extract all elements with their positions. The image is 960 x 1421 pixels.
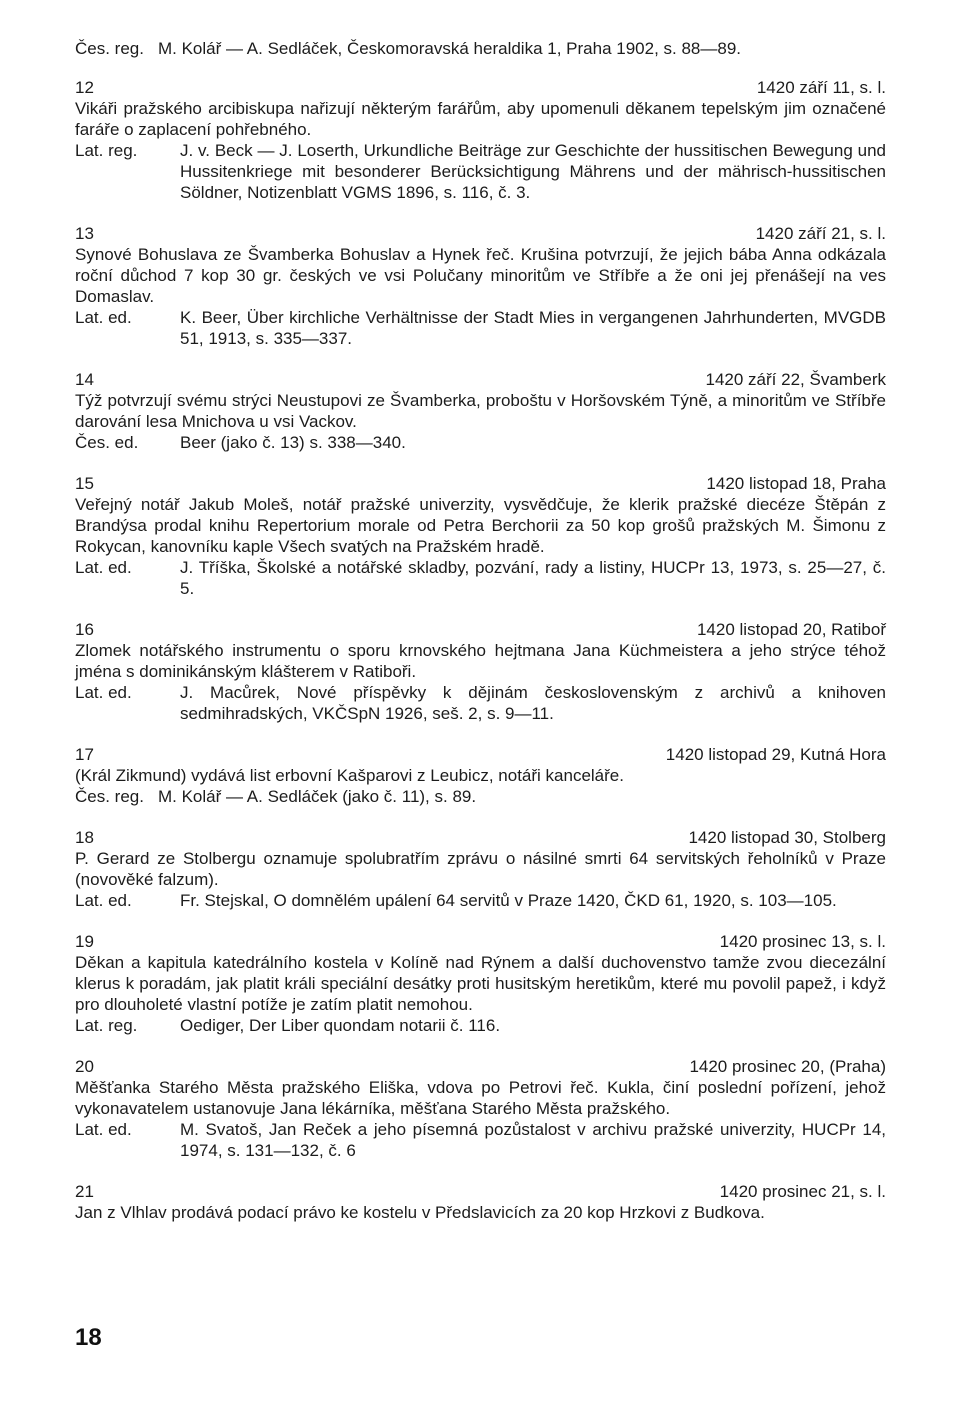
entry-13 xyxy=(75,223,886,349)
entry-header xyxy=(75,369,886,390)
entry-12 xyxy=(75,77,886,203)
citation-text: J. Macůrek, Nové příspěvky k dějinám československým z archivů a knihoven sedmihradských, VKČSpN 1926, seš. 2, s. 9—11. xyxy=(180,683,886,723)
entry-date: 1420 prosinec 20, (Praha) xyxy=(689,1057,886,1076)
citation-label: Čes. reg. xyxy=(75,787,144,806)
entry-header xyxy=(75,1056,886,1077)
entry-text: (Král Zikmund) vydává list erbovní Kašparovi z Leubicz, notáři kanceláře. xyxy=(75,766,624,785)
entry-text: Zlomek notářského instrumentu o sporu krnovského hejtmana Jana Küchmeistera a jeho strýce téhož jména s dominikánským klášterem v Ratiboři. xyxy=(75,641,886,681)
entry-date: 1420 září 22, Švamberk xyxy=(705,370,886,389)
entry-text: Vikáři pražského arcibiskupa nařizují některým farářům, aby upomenuli děkanem tepelským jim označené faráře o zaplacení pohřebného. xyxy=(75,99,886,139)
entry-date: 1420 listopad 29, Kutná Hora xyxy=(665,745,886,764)
entry-text: Měšťanka Starého Města pražského Eliška, vdova po Petrovi řeč. Kukla, činí poslední pořízení, jehož vykonavatelem ustanovuje Jana lékárníka, měšťana Starého Města pražského. xyxy=(75,1078,886,1118)
entry-15 xyxy=(75,473,886,599)
citation-label: Lat. reg. xyxy=(75,1016,138,1035)
citation-text: M. Kolář — A. Sedláček, Českomoravská heraldika 1, Praha 1902, s. 88—89. xyxy=(157,39,741,58)
entry-number: 16 xyxy=(75,620,94,639)
entry-citation xyxy=(75,557,886,599)
entry-date: 1420 listopad 18, Praha xyxy=(706,474,886,493)
citation-label: Lat. ed. xyxy=(75,308,132,327)
entry-number: 13 xyxy=(75,224,94,243)
entry-date: 1420 prosinec 21, s. l. xyxy=(719,1182,886,1201)
entry-text: Veřejný notář Jakub Moleš, notář pražské univerzity, vysvědčuje, že klerik pražské diecéze Štěpán z Brandýsa prodal knihu Repertorium morale od Petra Berchorii za 50 kop grošů pražských M. Šimonu z Rokycan, kanovníku kaple Všech svatých na Pražském hradě. xyxy=(75,495,886,556)
entry-header xyxy=(75,77,886,98)
entry-number: 15 xyxy=(75,474,94,493)
entry-header xyxy=(75,223,886,244)
citation-text: M. Svatoš, Jan Reček a jeho písemná pozůstalost v archivu pražské univerzity, HUCPr 14, 1974, s. 131—132, č. 6 xyxy=(180,1120,886,1160)
citation-label: Čes. reg. xyxy=(75,39,144,58)
entry-18 xyxy=(75,827,886,911)
entry-text: Synové Bohuslava ze Švamberka Bohuslav a Hynek řeč. Krušina potvrzují, že jejich bába Anna odkázala roční důchod 7 kop 30 gr. českých ve vsi Polučany minoritům ve Stříbře a že oni jej přenášejí na ves Domaslav. xyxy=(75,245,886,306)
citation-text: Fr. Stejskal, O domnělém upálení 64 servitů v Praze 1420, ČKD 61, 1920, s. 103—105. xyxy=(180,891,837,910)
entry-number: 14 xyxy=(75,370,94,389)
entry-text: Děkan a kapitula katedrálního kostela v Kolíně nad Rýnem a další duchovenstvo tamže zvou diecezální klerus k poradám, jak platit králi speciální desátky proti husitským heretikům, které mu povolil papež, i když pro dlouholeté vlastní potíže je zatím platit nemohou. xyxy=(75,953,886,1014)
entry-header xyxy=(75,931,886,952)
entry-citation xyxy=(75,890,886,911)
citation-label: Lat. ed. xyxy=(75,558,132,577)
entry-header xyxy=(75,473,886,494)
entry-text: Jan z Vlhlav prodává podací právo ke kostelu v Předslavicích za 20 kop Hrzkovi z Budkova. xyxy=(75,1203,765,1222)
citation-label: Lat. ed. xyxy=(75,891,132,910)
entry-number: 18 xyxy=(75,828,94,847)
entry-number: 17 xyxy=(75,745,94,764)
entry-17 xyxy=(75,744,886,807)
citation-text: Beer (jako č. 13) s. 338—340. xyxy=(180,433,406,452)
citation-label: Čes. ed. xyxy=(75,433,139,452)
entry-number: 12 xyxy=(75,78,94,97)
entry-14 xyxy=(75,369,886,453)
entry-text: P. Gerard ze Stolbergu oznamuje spolubratřím zprávu o násilné smrti 64 servitských řeholníků v Praze (novověké falzum). xyxy=(75,849,886,889)
citation-text: J. v. Beck — J. Loserth, Urkundliche Beiträge zur Geschichte der hussitischen Bewegung und Hussitenkriege mit besonderer Berücksichtigung Mährens und der mährisch-hussitischen Söldner, Notizenblatt VGMS 1896, s. 116, č. 3. xyxy=(180,141,886,202)
top-citation xyxy=(75,38,886,59)
citation-text: K. Beer, Über kirchliche Verhältnisse der Stadt Mies in vergangenen Jahrhunderten, MVGDB 51, 1913, s. 335—337. xyxy=(180,308,886,348)
citation-label: Lat. ed. xyxy=(75,1120,132,1139)
entry-16 xyxy=(75,619,886,724)
entry-date: 1420 listopad 30, Stolberg xyxy=(688,828,886,847)
entry-header xyxy=(75,827,886,848)
citation-text: M. Kolář — A. Sedláček (jako č. 11), s. 89. xyxy=(157,787,477,806)
entry-header xyxy=(75,1181,886,1202)
entry-citation xyxy=(75,140,886,203)
citation-text: J. Tříška, Školské a notářské skladby, pozvání, rady a listiny, HUCPr 13, 1973, s. 25—27, č. 5. xyxy=(180,558,886,598)
entry-19 xyxy=(75,931,886,1036)
entry-number: 20 xyxy=(75,1057,94,1076)
entry-text: Týž potvrzují svému strýci Neustupovi ze Švamberka, proboštu v Horšovském Týně, a minoritům ve Stříbře darování lesa Mnichova u vsi Vackov. xyxy=(75,391,886,431)
entry-citation xyxy=(75,307,886,349)
page-number: 18 xyxy=(75,1324,102,1351)
entry-citation xyxy=(75,682,886,724)
entry-date: 1420 listopad 20, Ratiboř xyxy=(696,620,886,639)
entry-header xyxy=(75,619,886,640)
entry-header xyxy=(75,744,886,765)
entry-date: 1420 září 21, s. l. xyxy=(755,224,886,243)
entry-number: 19 xyxy=(75,932,94,951)
entry-21 xyxy=(75,1181,886,1223)
entry-number: 21 xyxy=(75,1182,94,1201)
entry-date: 1420 prosinec 13, s. l. xyxy=(719,932,886,951)
citation-label: Lat. ed. xyxy=(75,683,132,702)
citation-label: Lat. reg. xyxy=(75,141,138,160)
entry-20 xyxy=(75,1056,886,1161)
entry-citation xyxy=(75,786,886,807)
entry-citation xyxy=(75,1015,886,1036)
entry-date: 1420 září 11, s. l. xyxy=(756,78,886,97)
document-page xyxy=(75,38,886,1243)
entry-citation xyxy=(75,432,886,453)
entry-citation xyxy=(75,1119,886,1161)
citation-text: Oediger, Der Liber quondam notarii č. 116. xyxy=(180,1016,501,1035)
